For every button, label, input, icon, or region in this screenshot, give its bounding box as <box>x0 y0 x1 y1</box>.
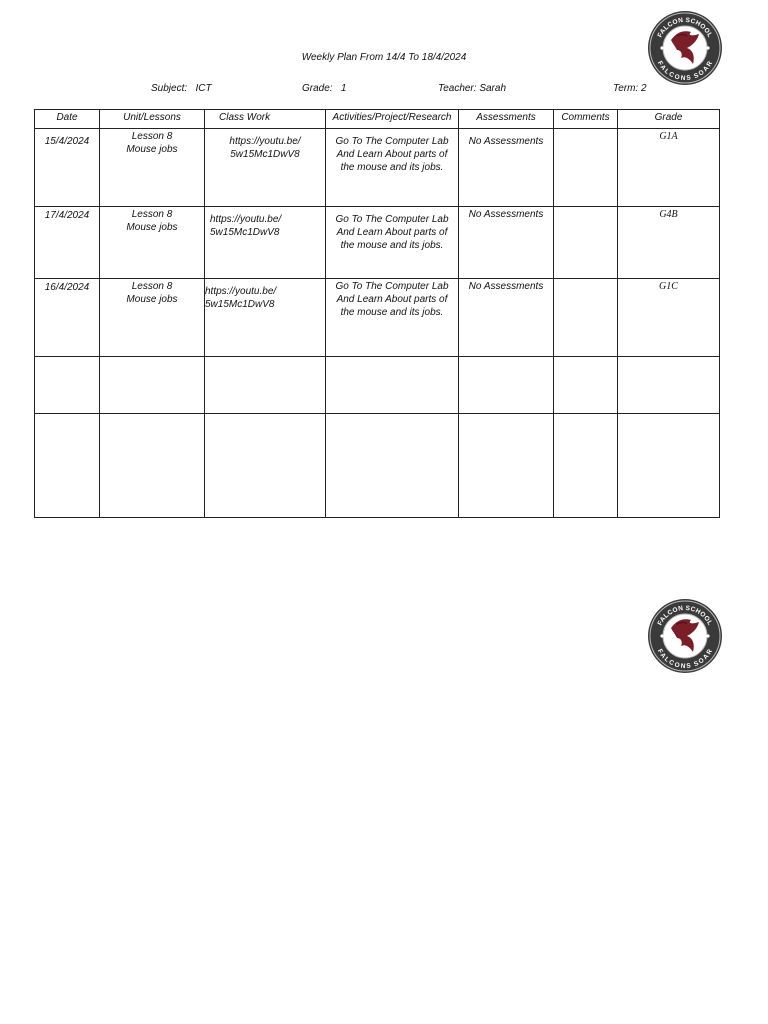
logo-top-text: FALCON SCHOOL <box>656 16 714 39</box>
page-title: Weekly Plan From 14/4 To 18/4/2024 <box>301 52 467 63</box>
grade-label: Grade: <box>302 83 333 94</box>
logo-top-text: FALCON SCHOOL <box>656 604 714 627</box>
assessment-cell: No Assessments <box>459 207 554 279</box>
activity-line: the mouse and its jobs. <box>340 162 444 173</box>
col-header-unit: Unit/Lessons <box>100 110 205 129</box>
activity-cell <box>326 129 459 207</box>
empty-cell <box>100 357 205 414</box>
grade-cell: G4B <box>618 207 720 279</box>
activity-cell <box>326 207 459 279</box>
comments-cell <box>554 279 618 357</box>
classwork-cell <box>205 207 326 279</box>
activity-line: Go To The Computer Lab <box>335 136 449 147</box>
empty-cell <box>459 414 554 518</box>
assessment-cell: No Assessments <box>459 279 554 357</box>
unit-line: Mouse jobs <box>126 294 178 305</box>
term-meta: Term: 2 <box>613 83 647 94</box>
classwork-link[interactable]: 5w15Mc1DwV8 <box>210 227 280 238</box>
grade-value: 1 <box>340 83 347 94</box>
empty-cell <box>205 414 326 518</box>
col-header-activities: Activities/Project/Research <box>326 110 459 129</box>
col-header-grade: Grade <box>618 110 720 129</box>
col-header-classwork: Class Work <box>205 110 326 129</box>
school-logo-bottom <box>647 598 723 674</box>
col-header-comments: Comments <box>554 110 618 129</box>
logo-bottom-text: FALCONS SOAR <box>655 648 715 671</box>
date-cell: 16/4/2024 <box>35 279 100 357</box>
classwork-link[interactable]: https://youtu.be/ <box>210 214 282 225</box>
activity-line: Go To The Computer Lab <box>335 281 449 292</box>
logo-bottom-text: FALCONS SOAR <box>655 60 715 83</box>
subject-value: ICT <box>195 83 212 94</box>
empty-cell <box>35 414 100 518</box>
assessment-cell: No Assessments <box>459 129 554 207</box>
empty-cell <box>554 414 618 518</box>
table-row-empty <box>35 414 720 518</box>
date-cell: 17/4/2024 <box>35 207 100 279</box>
empty-cell <box>326 357 459 414</box>
col-header-date: Date <box>35 110 100 129</box>
table-row-empty <box>35 357 720 414</box>
unit-line: Lesson 8 <box>131 131 173 142</box>
activity-line: And Learn About parts of <box>336 149 448 160</box>
teacher-meta: Teacher: Sarah <box>438 83 507 94</box>
table-row <box>35 129 720 207</box>
unit-cell <box>100 207 205 279</box>
empty-cell <box>35 357 100 414</box>
empty-cell <box>205 357 326 414</box>
activity-line: And Learn About parts of <box>336 294 448 305</box>
unit-line: Mouse jobs <box>126 222 178 233</box>
unit-line: Mouse jobs <box>126 144 178 155</box>
col-header-assessments: Assessments <box>459 110 554 129</box>
unit-line: Lesson 8 <box>131 209 173 220</box>
school-logo-top <box>647 10 723 86</box>
activity-cell <box>326 279 459 357</box>
unit-cell <box>100 129 205 207</box>
empty-cell <box>100 414 205 518</box>
unit-line: Lesson 8 <box>131 281 173 292</box>
activity-line: the mouse and its jobs. <box>340 240 444 251</box>
classwork-link[interactable]: 5w15Mc1DwV8 <box>230 149 300 160</box>
comments-cell <box>554 207 618 279</box>
subject-meta <box>151 83 212 94</box>
empty-cell <box>618 357 720 414</box>
table-header-row <box>35 110 720 129</box>
weekly-plan-table <box>34 109 720 518</box>
subject-label: Subject: <box>151 83 188 94</box>
activity-line: And Learn About parts of <box>336 227 448 238</box>
empty-cell <box>459 357 554 414</box>
grade-cell: G1A <box>618 129 720 207</box>
unit-cell <box>100 279 205 357</box>
classwork-link[interactable]: 5w15Mc1DwV8 <box>205 299 275 310</box>
table-row <box>35 207 720 279</box>
classwork-cell <box>205 129 326 207</box>
grade-cell: G1C <box>618 279 720 357</box>
empty-cell <box>554 357 618 414</box>
grade-meta <box>302 83 346 94</box>
classwork-cell <box>205 279 326 357</box>
classwork-link[interactable]: https://youtu.be/ <box>229 136 301 147</box>
activity-line: Go To The Computer Lab <box>335 214 449 225</box>
empty-cell <box>326 414 459 518</box>
table-row <box>35 279 720 357</box>
empty-cell <box>618 414 720 518</box>
classwork-link[interactable]: https://youtu.be/ <box>205 286 277 297</box>
comments-cell <box>554 129 618 207</box>
activity-line: the mouse and its jobs. <box>340 307 444 318</box>
date-cell: 15/4/2024 <box>35 129 100 207</box>
